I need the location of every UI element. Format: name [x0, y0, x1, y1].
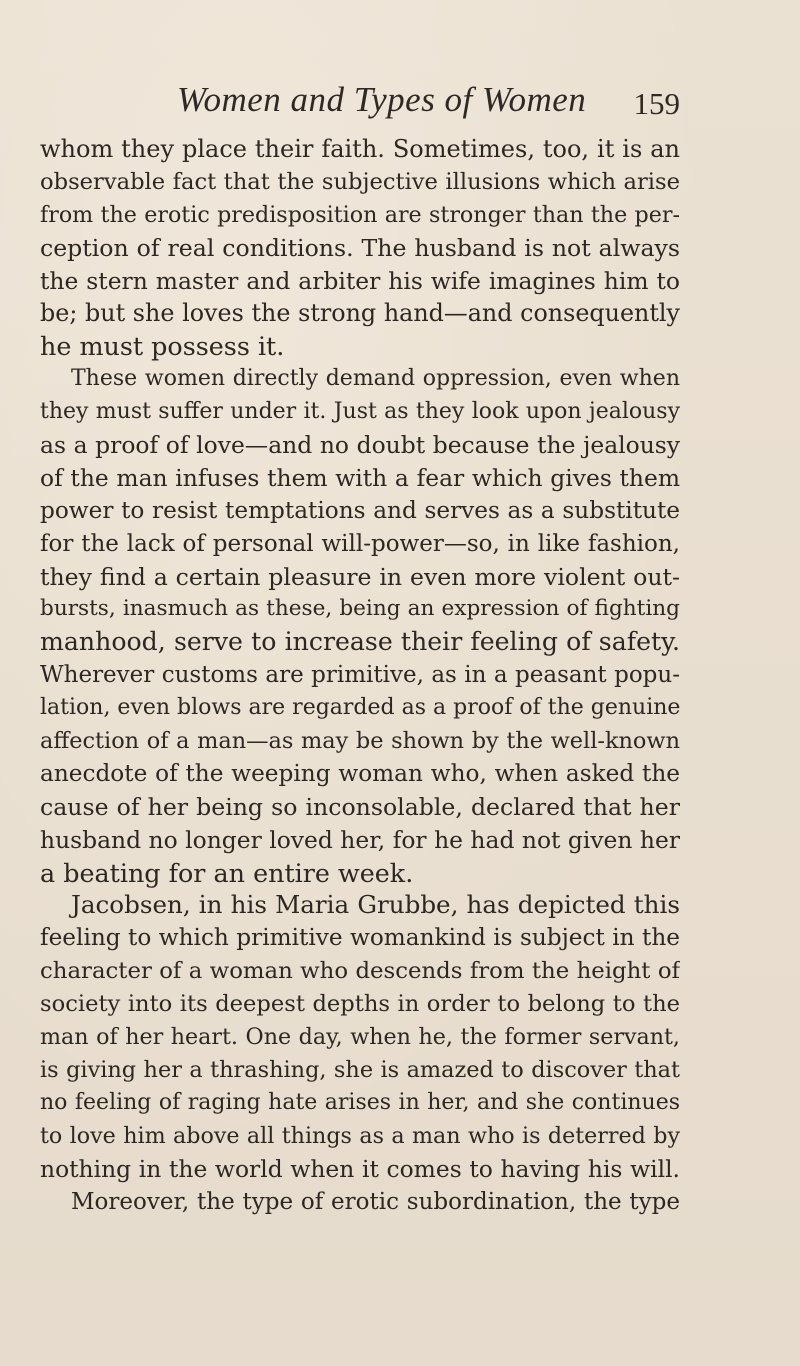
text-line: for the lack of personal will-power—so, in like fashion, — [40, 530, 680, 557]
text-line: feeling to which primitive womankind is subject in the — [40, 924, 680, 952]
text-line: from the erotic predisposition are stronger than the per- — [40, 201, 680, 228]
text-line: manhood, serve to increase their feeling of safety. — [40, 627, 680, 657]
text-line: Jacobsen, in his Maria Grubbe, has depicted this — [71, 890, 680, 920]
text-line: ception of real conditions. The husband is not always — [40, 233, 680, 262]
text-line: they must suffer under it. Just as they look upon jealousy — [40, 399, 680, 425]
text-line: Moreover, the type of erotic subordination, the type — [71, 1188, 680, 1215]
text-line: society into its deepest depths in order to belong to the — [40, 991, 680, 1018]
text-line: anecdote of the weeping woman who, when asked the — [40, 759, 680, 787]
text-line: a beating for an entire week. — [40, 857, 414, 888]
text-line: observable fact that the subjective illusions which arise — [40, 168, 680, 195]
text-line: as a proof of love—and no doubt because the jealousy — [40, 431, 680, 460]
text-line: he must possess it. — [40, 331, 285, 362]
text-line: lation, even blows are regarded as a proof of the genuine — [40, 695, 680, 721]
text-line: to love him above all things as a man who is deterred by — [40, 1122, 680, 1149]
text-line: man of her heart. One day, when he, the former servant, — [40, 1024, 680, 1051]
text-line: no feeling of raging hate arises in her, and she continues — [40, 1089, 680, 1115]
page-number: 159 — [633, 86, 680, 121]
text-line: Wherever customs are primitive, as in a peasant popu- — [40, 662, 680, 689]
text-line: husband no longer loved her, for he had not given her — [40, 825, 680, 854]
text-line: whom they place their faith. Sometimes, too, it is an — [40, 135, 680, 163]
text-line: These women directly demand oppression, even when — [71, 366, 680, 392]
text-line: is giving her a thrashing, she is amazed to discover that — [40, 1056, 680, 1083]
text-line: the stern master and arbiter his wife imagines him to — [40, 266, 680, 295]
text-line: character of a woman who descends from the height of — [40, 958, 680, 985]
text-line: be; but she loves the strong hand—and consequently — [40, 299, 680, 328]
body-text — [40, 133, 680, 1218]
page-header — [40, 74, 680, 128]
text-line: bursts, inasmuch as these, being an expression of fighting — [40, 596, 680, 622]
text-line: nothing in the world when it comes to having his will. — [40, 1154, 680, 1183]
text-line: cause of her being so inconsolable, declared that her — [40, 792, 680, 821]
text-line: power to resist temptations and serves as a substitute — [40, 496, 680, 524]
text-line: of the man infuses them with a fear which gives them — [40, 463, 680, 492]
text-line: affection of a man—as may be shown by the well-known — [40, 728, 680, 755]
text-line: they find a certain pleasure in even more violent out- — [40, 562, 680, 591]
running-head: Women and Types of Women — [177, 80, 587, 119]
